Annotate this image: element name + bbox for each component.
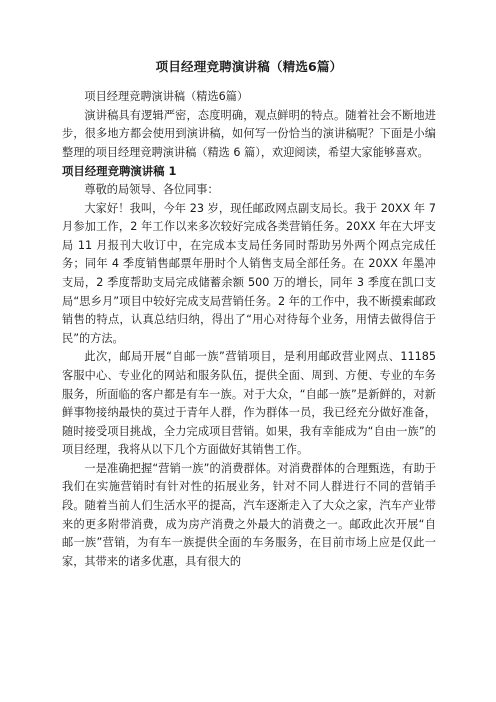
document-page (62, 58, 436, 571)
document-subtitle: 项目经理竞聘演讲稿（精选6篇） (84, 90, 249, 103)
body-paragraph: 一是准确把握“营销一族”的消费群体。对消费群体的合理甄选，有助于我们在实施营销时有针对性的拓展业务，针对不同人群进行不同的营销手段。随着当前人们生活水平的提高，汽车逐渐走入了大众之家，汽车产业带来的更多附带消费，成为房产消费之外最大的消费之一。邮政此次开展“自邮一族”营销，为有车一族提供全面的车务服务，在目前市场上应是仅此一家，其带来的诸多优惠，具有很大的 (62, 461, 436, 568)
greeting-paragraph: 尊敬的局领导、各位同事： (84, 182, 219, 196)
body-paragraph: 大家好！我叫，今年 23 岁，现任邮政网点副支局长。我于 20XX 年 7 月参加工作，2 年工作以来多次较好完成各类营销任务。20XX 年在大坪支局 11 月报刊大收订中，在完成本支局任务同时帮助另外两个网点完成任务；同年 4 季度销售邮票年册时个人销售支局全部任务。在 20XX 年墨冲支局，2 季度帮助支局完成储蓄余额 500 万的增长，同年 3 季度在凯口支局“思乡月”项目中较好完成支局营销任务。2 年的工作中，我不断摸索邮政销售的特点，认真总结归纳，得出了“用心对待每个业务，用情去做得信于民”的方法。 (62, 201, 436, 345)
body-paragraph: 此次，邮局开展“自邮一族”营销项目，是利用邮政营业网点、11185 客服中心、专业化的网站和服务队伍，提供全面、周到、方便、专业的车务服务，所面临的客户都是有车一族。对于大众，“自邮一族”是新鲜的，对新鲜事物接纳最快的莫过于青年人群，作为群体一员，我已经充分做好准备，随时接受项目挑战，全力完成项目营销。如果，我有幸能成为“自由一族”的项目经理，我将从以下几个方面做好其销售工作。 (62, 350, 436, 457)
section-heading: 项目经理竞聘演讲稿 1 (62, 164, 177, 179)
intro-paragraph: 演讲稿具有逻辑严密，态度明确，观点鲜明的特点。随着社会不断地进步，很多地方都会使用到演讲稿，如何写一份恰当的演讲稿呢？下面是小编整理的项目经理竞聘演讲稿（精选 6 篇），欢迎阅读，希望大家能够喜欢。 (62, 108, 436, 159)
document-title: 项目经理竞聘演讲稿（精选6篇） (155, 59, 343, 74)
